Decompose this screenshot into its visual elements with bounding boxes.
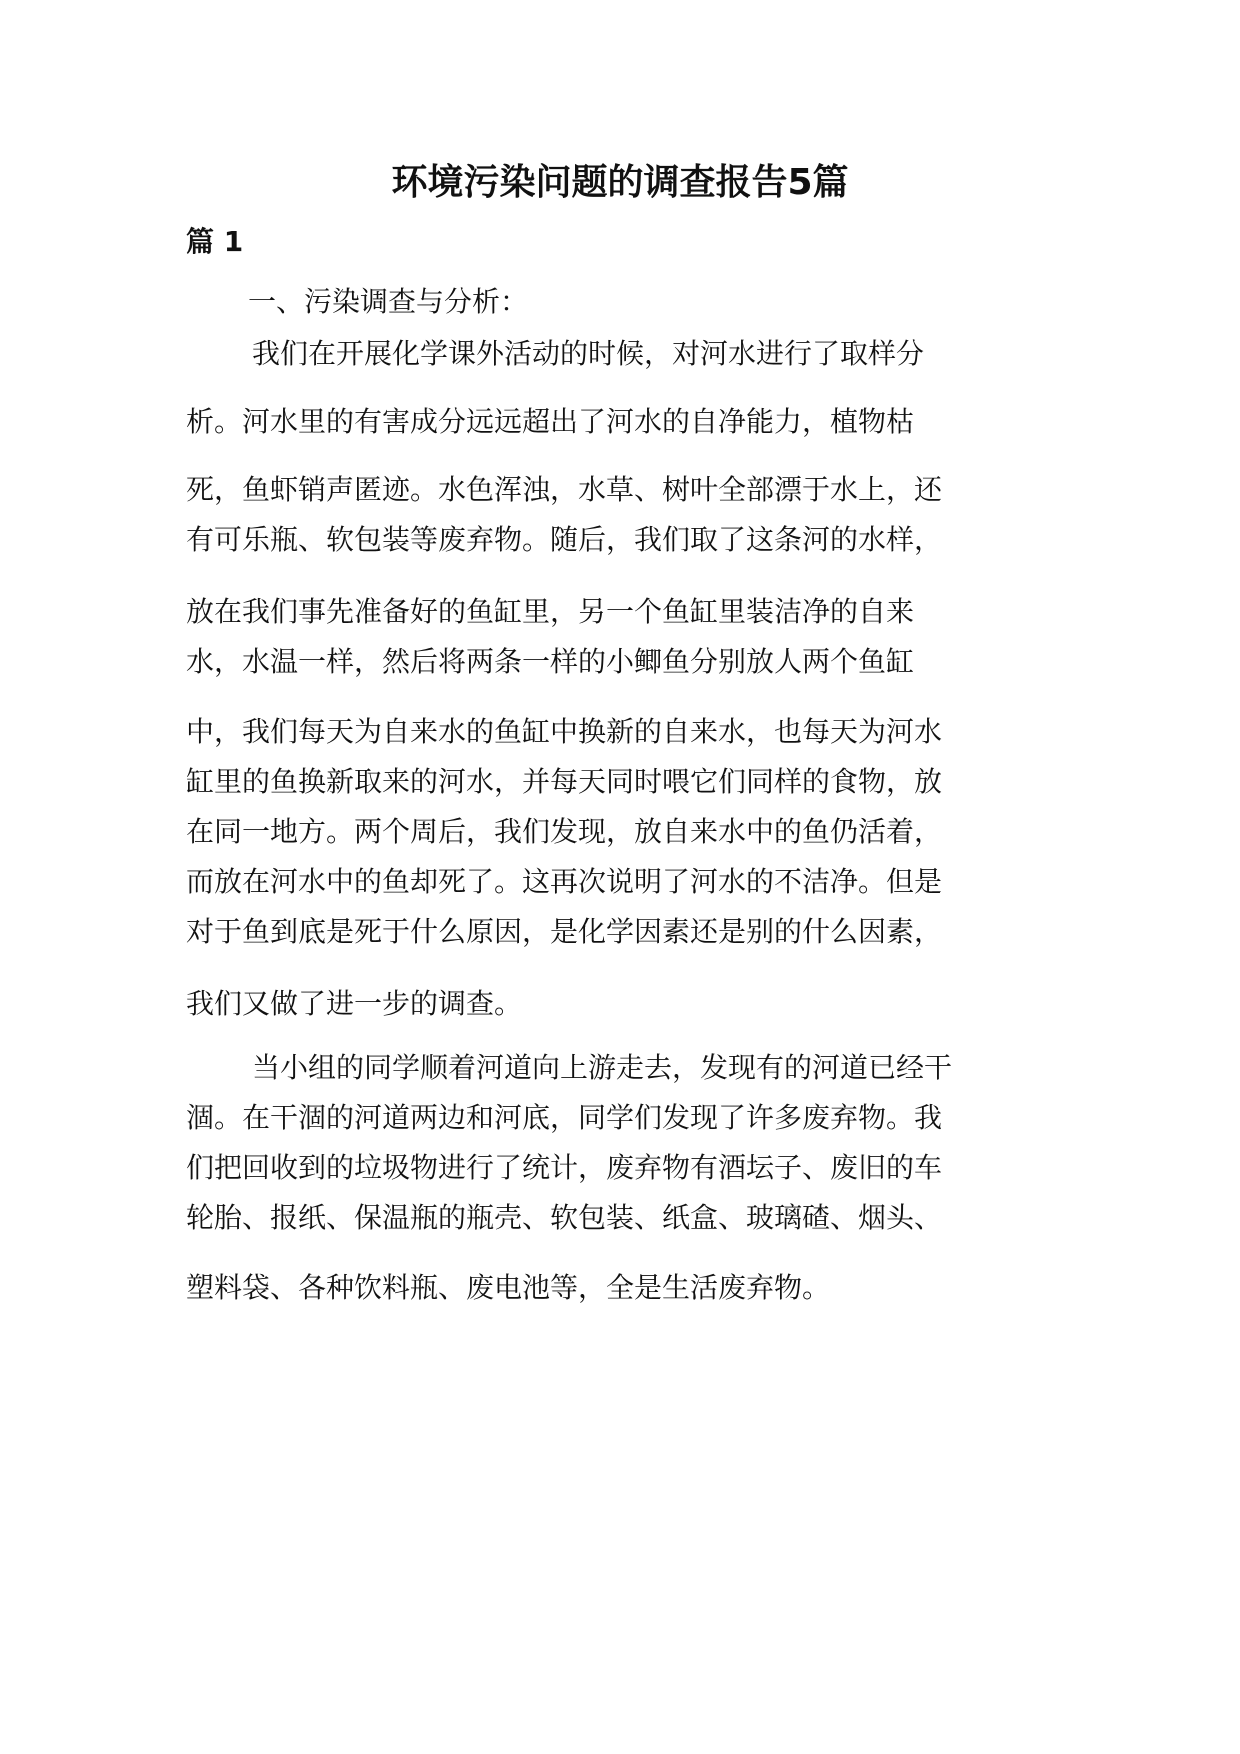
paragraph-line: 放在我们事先准备好的鱼缸里，另一个鱼缸里装洁净的自来 bbox=[186, 595, 915, 628]
paragraph-line: 当小组的同学顺着河道向上游走去，发现有的河道已经干 bbox=[252, 1051, 953, 1084]
document-title: 环境污染问题的调查报告5篇 bbox=[391, 162, 849, 203]
paragraph-line: 我们又做了进一步的调查。 bbox=[186, 987, 523, 1020]
paragraph-line: 我们在开展化学课外活动的时候，对河水进行了取样分 bbox=[252, 337, 925, 370]
paragraph-line: 中，我们每天为自来水的鱼缸中换新的自来水，也每天为河水 bbox=[186, 715, 943, 748]
subheading: 一、污染调查与分析： bbox=[248, 285, 529, 318]
paragraph-line: 析。河水里的有害成分远远超出了河水的自净能力，植物枯 bbox=[186, 405, 915, 438]
section-heading: 篇 1 bbox=[186, 225, 244, 258]
paragraph-line: 轮胎、报纸、保温瓶的瓶壳、软包装、纸盒、玻璃碴、烟头、 bbox=[186, 1201, 943, 1234]
paragraph-line: 对于鱼到底是死于什么原因，是化学因素还是别的什么因素， bbox=[186, 915, 943, 948]
paragraph-line: 水，水温一样，然后将两条一样的小鲫鱼分别放人两个鱼缸 bbox=[186, 645, 915, 678]
paragraph-line: 塑料袋、各种饮料瓶、废电池等，全是生活废弃物。 bbox=[186, 1271, 831, 1304]
paragraph-line: 们把回收到的垃圾物进行了统计，废弃物有酒坛子、废旧的车 bbox=[186, 1151, 943, 1184]
paragraph-line: 在同一地方。两个周后，我们发现，放自来水中的鱼仍活着， bbox=[186, 815, 943, 848]
paragraph-line: 有可乐瓶、软包装等废弃物。随后，我们取了这条河的水样， bbox=[186, 523, 943, 556]
paragraph-line: 涸。在干涸的河道两边和河底，同学们发现了许多废弃物。我 bbox=[186, 1101, 943, 1134]
paragraph-line: 缸里的鱼换新取来的河水，并每天同时喂它们同样的食物，放 bbox=[186, 765, 943, 798]
paragraph-line: 而放在河水中的鱼却死了。这再次说明了河水的不洁净。但是 bbox=[186, 865, 943, 898]
paragraph-line: 死，鱼虾销声匿迹。水色浑浊，水草、树叶全部漂于水上，还 bbox=[186, 473, 943, 506]
